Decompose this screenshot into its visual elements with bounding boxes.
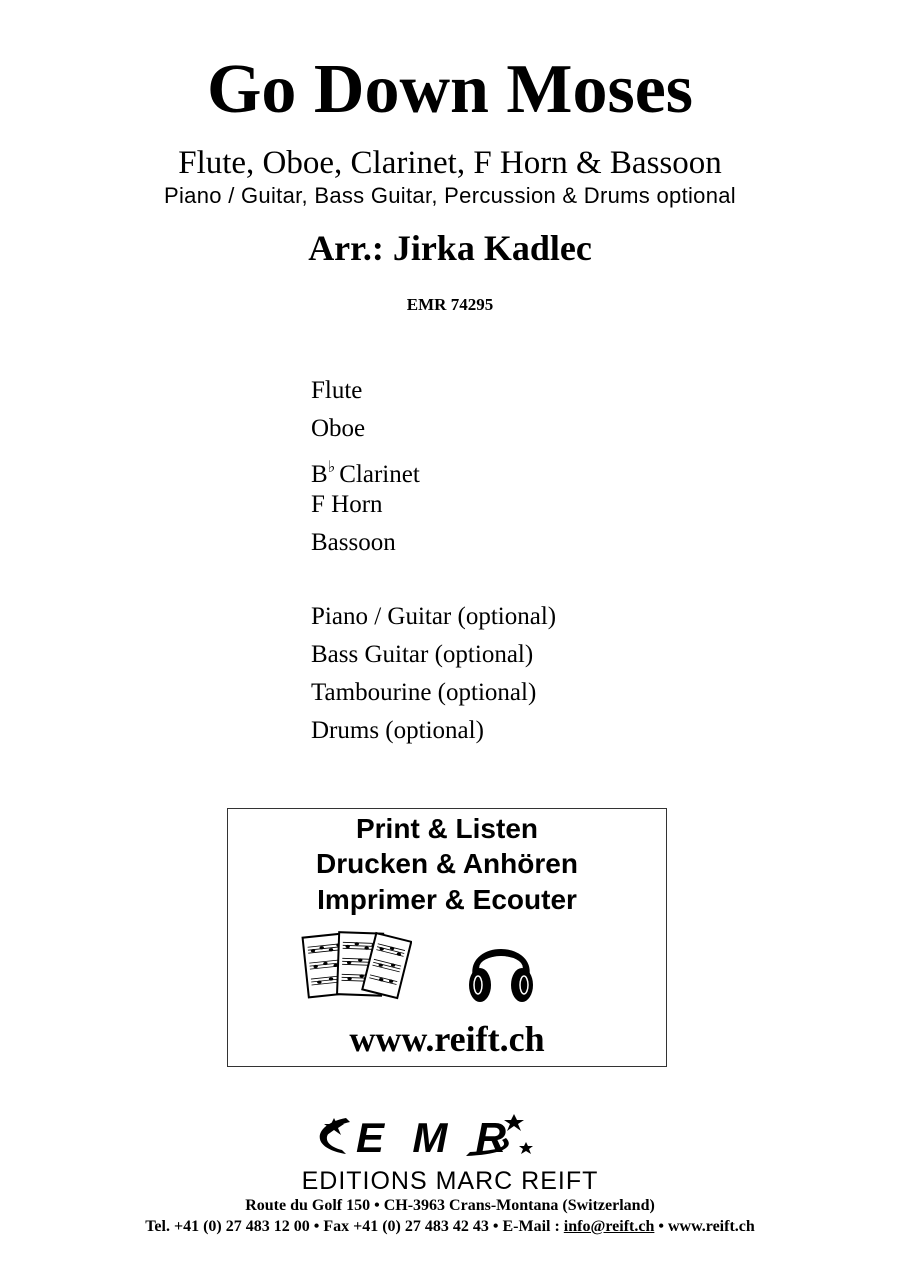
- parts-gap: [311, 562, 556, 598]
- instrumentation-subtitle: Flute, Oboe, Clarinet, F Horn & Bassoon: [178, 145, 722, 181]
- parts-list: [311, 372, 556, 750]
- optional-instruments-line: Piano / Guitar, Bass Guitar, Percussion & Drums optional: [164, 183, 736, 208]
- headphones-icon: [466, 929, 536, 1007]
- catalog-number: EMR 74295: [406, 295, 494, 314]
- print-listen-box: [227, 808, 667, 1067]
- contact-website: • www.reift.ch: [654, 1218, 755, 1235]
- sheet-music-icon: [300, 929, 412, 1005]
- contact-phone-fax: Tel. +41 (0) 27 483 12 00 • Fax +41 (0) 27 483 42 43 • E-Mail :: [145, 1218, 564, 1235]
- part-drums: Drums (optional): [311, 717, 484, 744]
- part-bass-guitar: Bass Guitar (optional): [311, 641, 534, 668]
- promo-line-german: Drucken & Anhören: [316, 848, 578, 879]
- promo-website-link[interactable]: www.reift.ch: [349, 1019, 545, 1059]
- part-oboe: Oboe: [311, 415, 366, 442]
- clarinet-label: Clarinet: [339, 461, 420, 488]
- arranger-credit: Arr.: Jirka Kadlec: [308, 228, 592, 268]
- part-flute: Flute: [311, 377, 363, 404]
- publisher-contact: [0, 1217, 900, 1237]
- promo-line-french: Imprimer & Ecouter: [317, 884, 577, 915]
- publisher-address: Route du Golf 150 • CH-3963 Crans-Montana (Switzerland): [245, 1197, 655, 1214]
- emr-logo-text: EMR: [356, 1114, 506, 1161]
- part-clarinet: [311, 448, 556, 486]
- part-piano-guitar: Piano / Guitar (optional): [311, 603, 557, 630]
- email-link[interactable]: info@reift.ch: [563, 1218, 655, 1235]
- part-bassoon: Bassoon: [311, 529, 396, 556]
- clarinet-key: B: [311, 461, 328, 488]
- flat-sign: ♭: [327, 457, 336, 476]
- part-f-horn: F Horn: [311, 491, 383, 518]
- publisher-name: EDITIONS MARC REIFT: [301, 1167, 599, 1195]
- part-tambourine: Tambourine (optional): [311, 679, 537, 706]
- page-title: Go Down Moses: [206, 51, 694, 128]
- promo-line-english: Print & Listen: [355, 813, 538, 844]
- emr-logo: [306, 1110, 546, 1162]
